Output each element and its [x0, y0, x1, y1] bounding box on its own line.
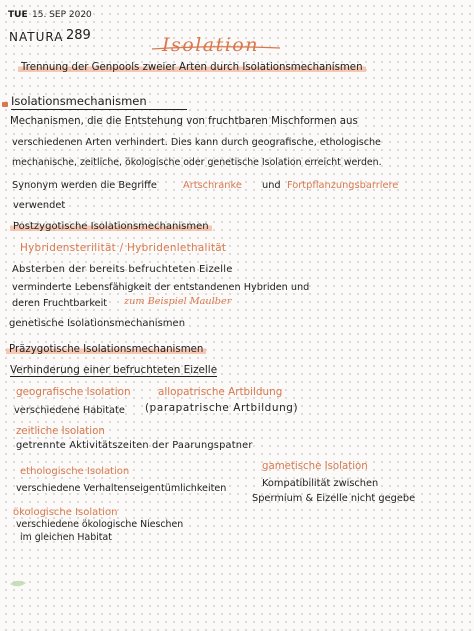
section2-subheading: Hybridensterilität / Hybridenlethalität	[20, 242, 227, 254]
synonym-pre: Synonym werden die Begriffe	[12, 180, 157, 191]
etho-label: ethologische Isolation	[20, 466, 130, 477]
time-text: getrennte Aktivitätszeiten der Paarungspatner	[16, 440, 253, 451]
etho-text: verschiedene Verhaltenseigentümlichkeiten	[16, 483, 227, 494]
section1-heading: Isolationsmechanismen	[11, 96, 187, 110]
geo-text: verschiedene Habitate	[14, 405, 125, 416]
subtitle: Trennung der Genpools zweier Arten durch Isolationsmechanismen	[18, 63, 366, 73]
section1-line-2: verschiedenen Arten verhindert. Dies kann durch geografische, ethologische	[12, 137, 381, 148]
section2-line-1: Absterben der bereits befruchteten Eizelle	[12, 264, 233, 275]
eco-label: ökologische Isolation	[13, 507, 118, 518]
header-book: NATURA	[9, 30, 64, 44]
section1-line-1: Mechanismen, die die Entstehung von fruchtbaren Mischformen aus	[10, 116, 358, 127]
geo-label: geografische Isolation	[16, 386, 131, 398]
section1-bullet	[2, 102, 8, 107]
section2-heading: Postzygotische Isolationsmechanismen	[10, 222, 212, 232]
time-label: zeitliche Isolation	[16, 426, 105, 437]
section1-line-3: mechanische, zeitliche, ökologische oder genetische Isolation erreicht werden.	[12, 157, 382, 168]
section2-line-2: verminderte Lebensfähigkeit der entstandenen Hybriden und	[12, 282, 310, 293]
header-page: 289	[66, 28, 91, 43]
section3-heading: Präzygotische Isolationsmechanismen	[6, 345, 206, 355]
allopatric-speciation: allopatrische Artbildung	[158, 386, 283, 398]
term-fortpflanzungsbarriere: Fortpflanzungsbarriere	[287, 180, 399, 191]
header-day: TUE	[8, 10, 28, 20]
synonym-post: verwendet	[13, 200, 66, 211]
leaf-doodle-icon	[8, 578, 28, 590]
title-strike-line	[150, 40, 282, 56]
term-artschranke: Artschranke	[183, 180, 242, 191]
gametic-label: gametische Isolation	[262, 461, 368, 472]
section2-example: zum Beispiel Maulber	[124, 296, 232, 307]
page-title: Isolation	[162, 34, 259, 56]
header-date: 15. SEP 2020	[32, 10, 92, 20]
parapatric-speciation: (parapatrische Artbildung)	[145, 402, 299, 414]
section2-line-4: genetische Isolationsmechanismen	[9, 318, 186, 329]
eco-text-2: im gleichen Habitat	[20, 532, 112, 543]
gametic-text-2: Spermium & Eizelle nicht gegebe	[252, 493, 416, 504]
section2-line-3: deren Fruchtbarkeit	[12, 298, 108, 309]
section3-subheading: Verhinderung einer befruchteten Eizelle	[10, 364, 218, 376]
gametic-text-1: Kompatibilität zwischen	[262, 478, 379, 489]
eco-text-1: verschiedene ökologische Nieschen	[16, 519, 184, 530]
synonym-and: und	[262, 180, 281, 191]
